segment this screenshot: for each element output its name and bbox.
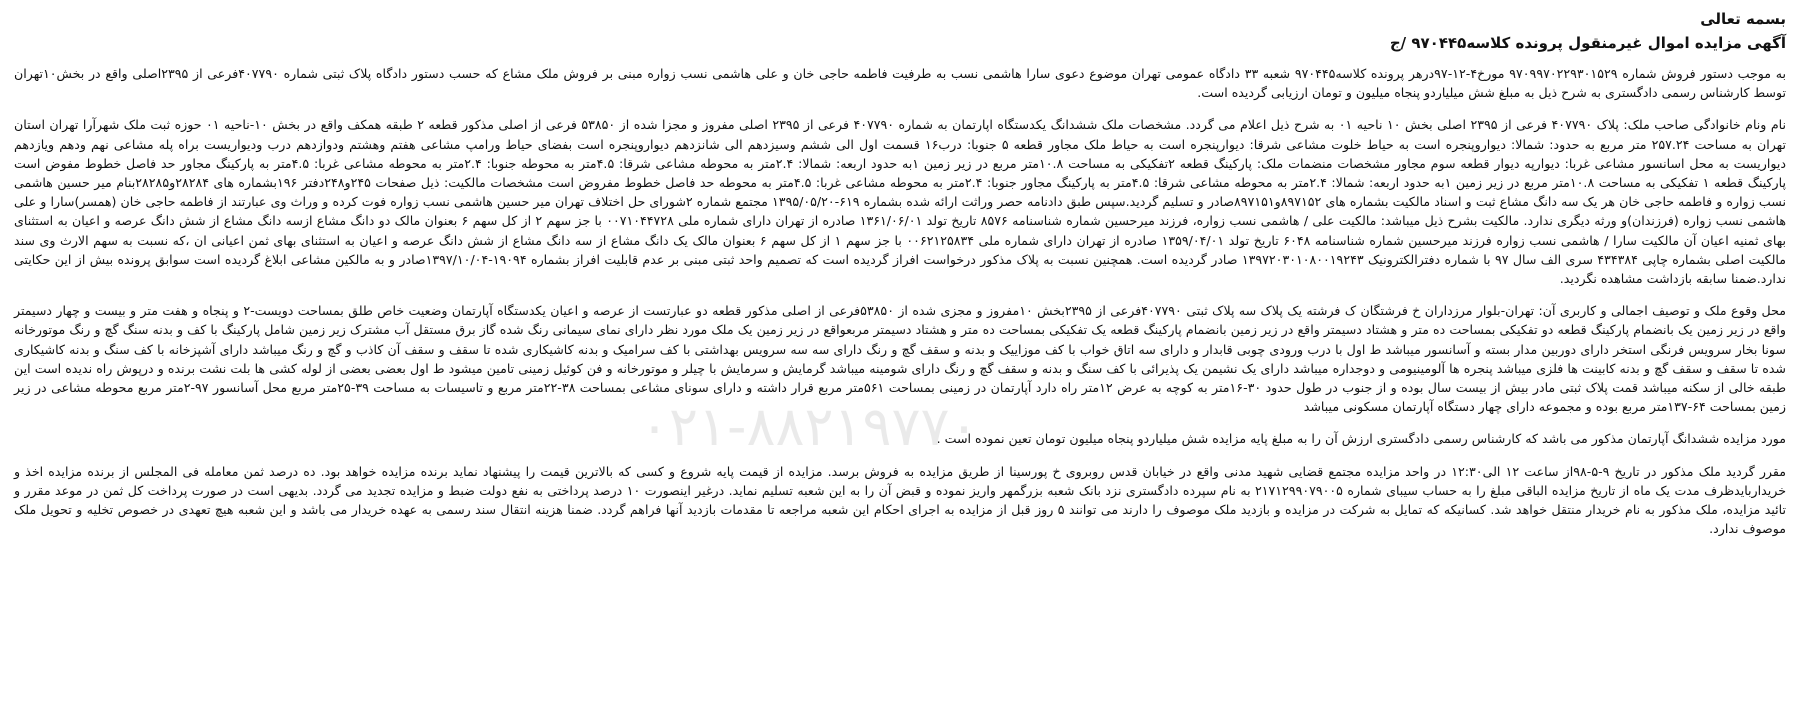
paragraph-property-description: محل وقوع ملک و توصیف اجمالی و کاربری آن: تهران-بلوار مرزداران خ فرشتگان ک فرشته یک پلاک سه پلاک ثبتی ۴۰۷۷۹۰فرعی از ۲۳۹۵بخش ۱۰مفروز و مجزی شده از ۵۳۸۵۰فرعی از اصلی مذکور قطعه دو عبارتست از عرصه و اعیان یکدستگاه آپارتمان وضعیت خاص طلق بمساحت دویست-۲ و پنجاه و هفت متر و بیست و چهار دسیمتر واقع در زیر زمین یک بانضمام پارکینگ قطعه دو تفکیکی بمساحت ده متر و هشتاد دسیمتر واقع در زیر زمین بانضمام پارکینگ قطعه یک تفکیکی بمساحت ده متر و هشتاد دسیمتر مربعواقع در زیر زمین یک ملک مورد نظر دارای نمای سیمانی رنگ شده گاز برق مستقل آب مشترک زیر زمین شامل پارکینگ با کف و بدنه سنگ گچ و رنگ موتورخانه سونا بخار سرویس فرنگی استخر دارای دوربین مدار بسته و آسانسور میباشد ط اول با درب ورودی چوبی قابدار و دارای سه اتاق خواب با کف موزاییک و بدنه و سقف گچ و رنگ دارای سه سه سرویس بهداشتی با کف سرامیک و بدنه کاشیکاری شده تا سقف و سقف آن کاذب و گچ و رنگ میباشد دارای آشپزخانه با کف سنگ و بدنه کاشیکاری شده تا سقف و سقف گچ و بدنه کابینت ها فلزی میباشد پنجره ها آلومینیومی و دوجداره میباشد دارای یک نشیمن یک پذیرائی با کف سنگ و بدنه و سقف گچ و رنگ دارای شومینه میباشد گرمایش و سرمایش با چیلر و موتورخانه و فن کوئیل زمینی تامین میشود ط اول بعضی بعضی از لوله کشی ها بلت نشت برنده و درپوش راه ندیده است این طبقه خالی از سکنه میباشد قمت پلاک ثبتی مادر بیش از بیست سال بوده و از جنوب در طول حدود ۳۰-۱۶متر به کوچه به عرض ۱۲متر راه دارد آپارتمان در زمینی بمساحت ۵۶۱متر مربع قرار داشته و دارای سونای مشاعی بمساحت ۳۸-۲۲متر مربع و تاسیسات به مساحت ۳۹-۲۵متر مربع محل آسانسور ۹۷-۲متر مربع محوطه مشاعی در زیر زمین بمساحت ۶۴-۱۳۷متر مربع بوده و مجموعه دارای چهار دستگاه آپارتمان مسکونی میباشد <box>14 303 1786 415</box>
paragraph-auction-terms: مقرر گردید ملک مذکور در تاریخ ۹-۵-۹۸از ساعت ۱۲ الی۱۲:۳۰ در واحد مزایده مجتمع قضایی شهید مدنی واقع در خیابان قدس روبروی خ پورسینا از طریق مزایده به فروش برسد. مزایده از قیمت پایه شروع و کسی که بالاترین قیمت را پیشنهاد نماید برنده مزایده خواهد بود. ده درصد ثمن معامله فی المجلس از برنده مزایده اخذ و خریداربایدظرف مدت یک ماه از تاریخ مزایده الباقی مبلغ را به حساب سیبای شماره ۲۱۷۱۲۹۹۰۷۹۰۰۵ به نام سپرده دادگستری نزد بانک شعبه بزرگمهر واریز نموده و قبض آن را به این شعبه تسلیم نماید. درغیر اینصورت ۱۰ درصد پرداختی به نفع دولت ضبط و مزایده تجدید می گردد. بدیهی است در صورت پرداخت کل ثمن در موعد مقرر و تائید مزایده، ملک مذکور به نام خریدار منتقل خواهد شد. کسانیکه که تمایل به شرکت در مزایده و بازدید ملک موصوف را دارند می توانند ۵ روز قبل از مزایده به اجرای احکام این شعبه مراجعه تا مقدمات بازدید آنها فراهم گردد. ضمنا هزینه انتقال سند رسمی به عهده خریدار می باشد و این شعبه هیچ تعهدی در خصوص تخلیه و تحویل ملک موصوف ندارد. <box>14 463 1786 537</box>
document-title: آگهی مزایده اموال غیرمنقول پرونده کلاسه۹۷۰۴۴۵ /ج <box>1389 34 1786 52</box>
paragraph-sale-order: به موجب دستور فروش شماره ۹۷۰۹۹۷۰۲۲۹۳۰۱۵۲۹ مورخ۴-۱۲-۹۷درهر پرونده کلاسه۹۷۰۴۴۵ شعبه ۳۳ دادگاه عمومی تهران موضوع دعوی سارا هاشمی نسب به طرفیت فاطمه حاجی خان و علی هاشمی نسب زواره مبنی بر فروش ملک مشاع که حسب دستور دادگاه پلاک ثبتی شماره ۴۰۷۷۹۰فرعی از ۲۳۹۵اصلی واقع در بخش۱۰تهران توسط کارشناس رسمی دادگستری به شرح ذیل به مبلغ شش میلیاردو پنجاه میلیون و تومان ارزیابی گردیده است. <box>14 66 1787 101</box>
document-heading: بسمه تعالی <box>1700 10 1786 28</box>
watermark-logo: ۰۲۱-۸۸۲۱۹۷۷۰ <box>640 395 979 458</box>
paragraph-auction-subject: مورد مزایده ششدانگ آپارتمان مذکور می باشد که کارشناس رسمی دادگستری ارزش آن را به مبلغ پایه مزایده شش میلیاردو پنجاه میلیون تومان تعین نموده است . <box>936 431 1786 447</box>
paragraph-property-details: نام ونام خانوادگی صاحب ملک: پلاک ۴۰۷۷۹۰ فرعی از ۲۳۹۵ اصلی بخش ۱۰ ناحیه ۰۱ به شرح ذیل اعلام می گردد. مشخصات ملک ششدانگ یکدستگاه اپارتمان به شماره ۴۰۷۷۹۰ فرعی از ۲۳۹۵ اصلی مفروز و مجزا شده از ۵۳۸۵۰ فرعی از اصلی مذکور قطعه ۲ طبقه همکف واقع در بخش ۱۰-ناحیه ۰۱ حوزه ثبت ملک شهرآرا تهران استان تهران به مساحت ۲۵۷.۲۴ متر مربع به حدود: شمالا: دیواروپنجره است به حیاط خلوت مشاعی شرقا: دیوارپنجره است به حیاط ملک مجاور قطعه ۵ جنوبا: درب۱۶ قسمت اول الی ششم وسیزدهم الی شانزدهم دیواروپنجره است بفضای حیاط ورامپ مشاعی هفتم وهشتم ودوازدهم درب ودیواریست براه پله مشاعی نهم ودهم ویازدهم دیواریست به محل اسانسور مشاعی غربا: دیوارپه دیوار قطعه سوم مجاور مشخصات منضمات ملک: پارکینگ قطعه ۲تفکیکی به مساحت ۱۰.۸متر مربع در زیر زمین ۱به حدود اربعه: شمالا: ۲.۴متر به محوطه مشاعی شرقا: ۴.۵متر به محوطه جنوبا: ۲.۴متر به محوطه مشاعی غربا: ۴.۵متر به پارکینگ مجاور حد فاصل خطوط مفوض است پارکینگ قطعه ۱ تفکیکی به مساحت ۱۰.۸متر مربع در زیر زمین ۱به حدود اربعه: شمالا: ۲.۴متر به محوطه مشاعی شرقا: ۴.۵متر به پارکینگ مجاور جنوبا: ۲.۴متر به محوطه مشاعی غربا: ۴.۵متر به محوطه حد فاصل خطوط مفروض است مشخصات مالکیت: ذیل صفحات ۲۴۵و۲۴۸دفتر ۱۹۶بشماره های ۲۸۲۸۴و۲۸۲۸۵بنام میر حسین هاشمی نسب زواره و فاطمه حاجی خان هر یک سه دانگ مشاع ثبت و اسناد مالکیت بشماره های ۸۹۷۱۵۲و۸۹۷۱۵۱صادر و تسلیم گردید.سپس طبق دادنامه حصر وراثت ارائه شده بشماره ۶۱۹-۱۳۹۵/۰۵/۲۰ مجتمع شماره ۲شورای حل اختلاف تهران میر حسین هاشمی نسب زواره فوت کرده و وراث وی عبارتند از فاطمه حاجی خان (همسر)سارا و علی هاشمی نسب زواره (فرزندان)و ورثه دیگری ندارد. مالکیت بشرح ذیل میباشد: مالکیت علی / هاشمی نسب زواره، فرزند میرحسین شماره شناسنامه ۸۵۷۶ تاریخ تولد ۱۳۶۱/۰۶/۰۱ صادره از تهران دارای شماره ملی ۰۰۷۱۰۴۴۷۲۸ با جز سهم ۲ از کل سهم ۶ بعنوان مالک دو دانگ مشاع ازسه دانگ مشاع از شش دانگ عرصه و اعیان به استثنای بهای ثمنیه اعیان آن مالکیت سارا / هاشمی نسب زواره فرزند میرحسین شماره شناسنامه ۶۰۴۸ تاریخ تولد ۱۳۵۹/۰۴/۰۱ صادره از تهران دارای شماره ملی ۰۰۶۲۱۲۵۸۳۴ با جز سهم ۱ از کل سهم ۶ بعنوان مالک یک دانگ مشاع از سه دانگ مشاع از شش دانگ عرصه و اعیان به استثنای بهای ثمن اعیانی ان ،که نسبت به سهم الارث وی سند مالکیت اصلی بشماره چاپی ۴۳۴۳۸۴ سری الف سال ۹۷ با شماره دفترالکترونیک ۱۳۹۷۲۰۳۰۱۰۸۰۰۱۹۲۴۳ صادر گردیده است. همچنین نسبت به پلاک مذکور درخواست افراز گردیده است که تصمیم واحد ثبتی مبنی بر عدم قابلیت افراز بشماره ۱۹۰۹۴-۱۳۹۷/۱۰/۰۴صادر و به مالکین مشاعی ابلاغ گردیده است سوابق پرونده بیش از این حکایتی ندارد.ضمنا سابقه بازداشت مشاهده نگردید. <box>14 117 1787 287</box>
